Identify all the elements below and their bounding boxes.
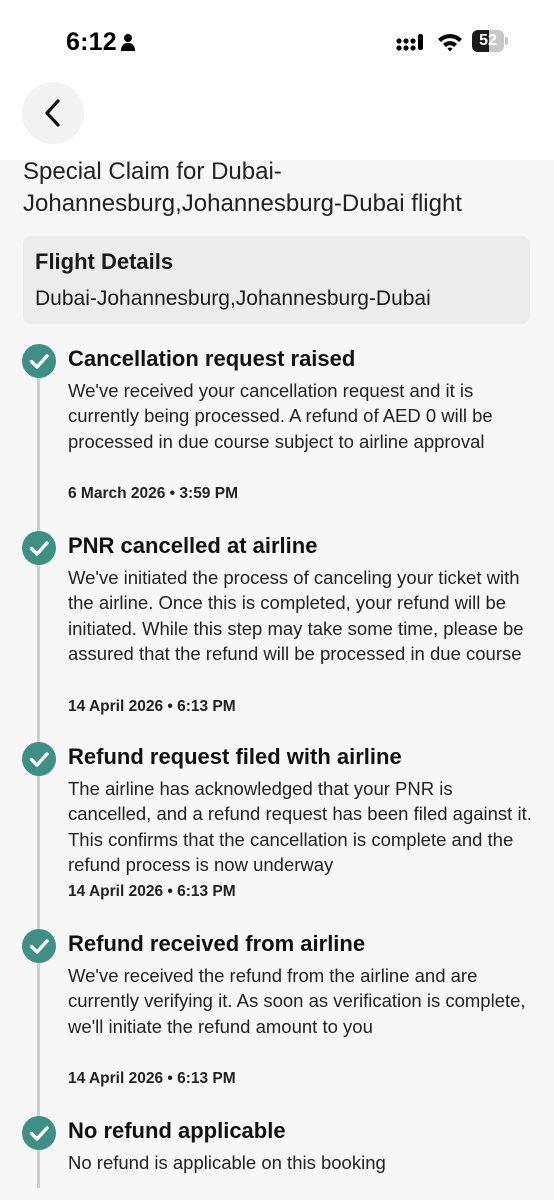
back-button[interactable] (22, 82, 84, 144)
step-title: Refund request filed with airline (68, 744, 402, 769)
battery-icon (472, 30, 508, 52)
flight-route: Dubai-Johannesburg,Johannesburg-Dubai (35, 287, 431, 310)
step-description: No refund is applicable on this booking (68, 1152, 386, 1173)
step-date: 14 April 2026 • 6:13 PM (68, 883, 236, 900)
step-description: The airline has acknowledged that your PNR is cancelled, and a refund request has been filed against it. This confirms that the cancellation is complete and the refund process is now underway (68, 778, 532, 875)
step-date: 6 March 2026 • 3:59 PM (68, 485, 238, 502)
step-description: We've initiated the process of canceling your ticket with the airline. Once this is completed, your refund will be initiated. While this step may take some time, please be assured that the refund will be processed in due course (68, 567, 524, 664)
step-description: We've received your cancellation request and it is currently being processed. A refund of AED 0 will be processed in due course subject to airline approval (68, 380, 493, 452)
step-title: PNR cancelled at airline (68, 533, 318, 558)
check-circle-icon (22, 531, 56, 565)
chevron-left-icon (42, 98, 64, 128)
claim-timeline (0, 344, 554, 1200)
flight-details-heading: Flight Details (35, 249, 174, 274)
battery-level: 52 (479, 32, 497, 49)
step-description: We've received the refund from the airline and are currently verifying it. As soon as verification is complete, we'll initiate the refund amount to you (68, 965, 526, 1037)
flight-details-card (23, 236, 530, 324)
header (0, 80, 554, 160)
check-circle-icon (22, 742, 56, 776)
check-circle-icon (22, 1116, 56, 1150)
step-date: 14 April 2026 • 6:13 PM (68, 698, 236, 715)
check-circle-icon (22, 344, 56, 378)
status-bar (0, 0, 554, 80)
wifi-icon (437, 32, 463, 52)
step-title: No refund applicable (68, 1118, 286, 1143)
person-icon (120, 33, 136, 51)
step-title: Refund received from airline (68, 931, 366, 956)
claim-title: Special Claim for Dubai-Johannesburg,Johannesburg-Dubai flight (23, 158, 462, 217)
step-date: 14 April 2026 • 6:13 PM (68, 1070, 236, 1087)
status-time: 6:12 (66, 28, 117, 56)
check-circle-icon (22, 929, 56, 963)
claim-content (0, 160, 554, 1200)
step-title: Cancellation request raised (68, 346, 356, 371)
signal-icon (396, 32, 426, 52)
